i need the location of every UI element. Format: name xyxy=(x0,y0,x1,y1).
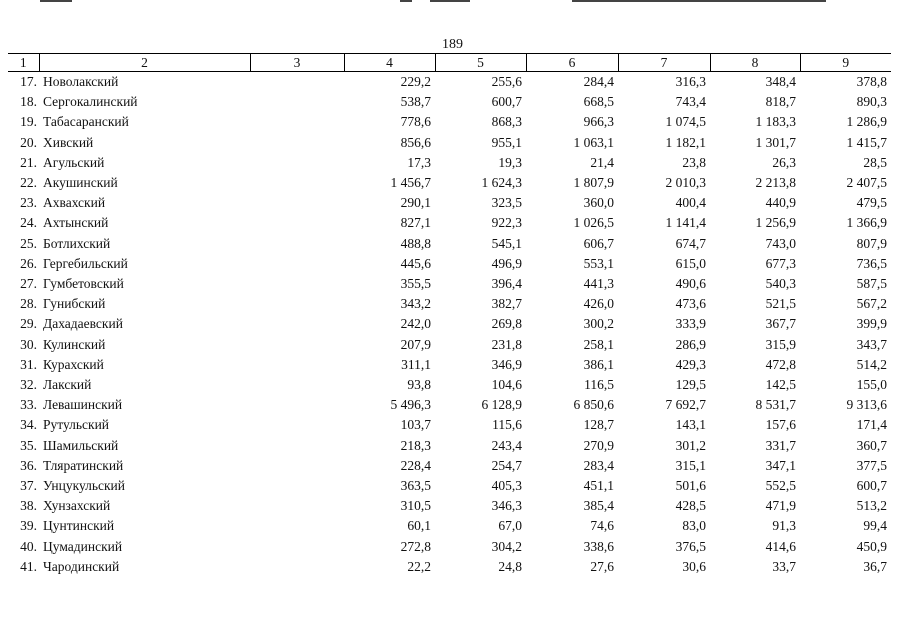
cell-col4: 856,6 xyxy=(400,134,431,150)
cell-col5: 922,3 xyxy=(491,215,522,231)
table-row xyxy=(8,234,891,254)
cell-col8: 414,6 xyxy=(765,538,796,554)
cell-col8: 8 531,7 xyxy=(755,397,796,413)
cell-col6: 441,3 xyxy=(583,276,614,292)
cell-col4: 60,1 xyxy=(407,518,431,534)
cell-col6: 1 026,5 xyxy=(573,215,614,231)
table-row xyxy=(8,254,891,274)
cell-col6: 966,3 xyxy=(583,114,614,130)
cell-col8: 26,3 xyxy=(772,154,796,170)
district-name: Лакский xyxy=(43,377,92,393)
scan-artifact-line xyxy=(430,0,470,2)
cell-col3 xyxy=(250,456,344,476)
row-number: 21. xyxy=(20,154,37,170)
cell-col9: 450,9 xyxy=(856,538,887,554)
cell-col7: 400,4 xyxy=(675,195,706,211)
cell-col7: 129,5 xyxy=(675,377,706,393)
cell-col6: 426,0 xyxy=(583,296,614,312)
district-name: Сергокалинский xyxy=(43,94,138,110)
cell-col8: 440,9 xyxy=(765,195,796,211)
row-number: 17. xyxy=(20,74,37,89)
cell-col5: 955,1 xyxy=(491,134,522,150)
cell-col3 xyxy=(250,234,344,254)
cell-col9: 2 407,5 xyxy=(846,175,887,191)
district-name: Хунзахский xyxy=(43,498,111,514)
cell-col5: 382,7 xyxy=(491,296,522,312)
cell-col4: 343,2 xyxy=(400,296,431,312)
row-number: 18. xyxy=(20,94,37,110)
cell-col4: 311,1 xyxy=(401,356,431,372)
cell-col8: 142,5 xyxy=(765,377,796,393)
cell-col8: 1 183,3 xyxy=(755,114,796,130)
cell-col4: 538,7 xyxy=(400,94,431,110)
row-number: 23. xyxy=(20,195,37,211)
cell-col7: 333,9 xyxy=(675,316,706,332)
cell-col5: 255,6 xyxy=(491,74,522,89)
cell-col9: 890,3 xyxy=(856,94,887,110)
cell-col3 xyxy=(250,415,344,435)
table-row xyxy=(8,92,891,112)
row-number: 39. xyxy=(20,518,37,534)
cell-col4: 445,6 xyxy=(400,255,431,271)
row-number: 28. xyxy=(20,296,37,312)
cell-col3 xyxy=(250,92,344,112)
cell-col8: 2 213,8 xyxy=(755,175,796,191)
table-row xyxy=(8,355,891,375)
cell-col6: 6 850,6 xyxy=(573,397,614,413)
cell-col4: 22,2 xyxy=(407,558,431,574)
column-header: 6 xyxy=(526,54,618,72)
cell-col5: 115,6 xyxy=(492,417,522,433)
cell-col7: 1 182,1 xyxy=(665,134,706,150)
row-number: 33. xyxy=(20,397,37,413)
cell-col5: 1 624,3 xyxy=(481,175,522,191)
column-header: 1 xyxy=(8,54,39,72)
district-name: Кулинский xyxy=(43,336,106,352)
cell-col9: 736,5 xyxy=(856,255,887,271)
district-name: Цумадинский xyxy=(43,538,123,554)
cell-col6: 668,5 xyxy=(583,94,614,110)
cell-col5: 545,1 xyxy=(491,235,522,251)
cell-col7: 473,6 xyxy=(675,296,706,312)
cell-col7: 429,3 xyxy=(675,356,706,372)
cell-col6: 360,0 xyxy=(583,195,614,211)
cell-col4: 93,8 xyxy=(407,377,431,393)
cell-col9: 587,5 xyxy=(856,276,887,292)
column-header: 9 xyxy=(800,54,891,72)
cell-col3 xyxy=(250,395,344,415)
cell-col3 xyxy=(250,436,344,456)
cell-col5: 6 128,9 xyxy=(481,397,522,413)
table-row xyxy=(8,193,891,213)
table-row xyxy=(8,496,891,516)
table-row xyxy=(8,375,891,395)
cell-col4: 17,3 xyxy=(407,154,431,170)
cell-col8: 331,7 xyxy=(765,437,796,453)
row-number: 24. xyxy=(20,215,37,231)
district-name: Новолакский xyxy=(43,74,119,89)
cell-col9: 1 415,7 xyxy=(846,134,887,150)
table-row xyxy=(8,213,891,233)
cell-col3 xyxy=(250,537,344,557)
row-number: 26. xyxy=(20,255,37,271)
row-number: 41. xyxy=(20,558,37,574)
cell-col3 xyxy=(250,516,344,536)
cell-col7: 2 010,3 xyxy=(665,175,706,191)
cell-col3 xyxy=(250,213,344,233)
cell-col7: 315,1 xyxy=(675,457,706,473)
district-name: Гумбетовский xyxy=(43,276,124,292)
cell-col9: 171,4 xyxy=(856,417,887,433)
cell-col3 xyxy=(250,496,344,516)
cell-col5: 67,0 xyxy=(498,518,522,534)
cell-col9: 99,4 xyxy=(863,518,887,534)
cell-col9: 28,5 xyxy=(863,154,887,170)
cell-col3 xyxy=(250,72,344,93)
cell-col8: 1 301,7 xyxy=(755,134,796,150)
cell-col8: 348,4 xyxy=(765,74,796,89)
table-row xyxy=(8,415,891,435)
cell-col3 xyxy=(250,476,344,496)
cell-col8: 743,0 xyxy=(765,235,796,251)
cell-col8: 1 256,9 xyxy=(755,215,796,231)
cell-col8: 91,3 xyxy=(772,518,796,534)
cell-col6: 385,4 xyxy=(583,498,614,514)
column-header: 7 xyxy=(618,54,710,72)
cell-col7: 428,5 xyxy=(675,498,706,514)
cell-col9: 513,2 xyxy=(856,498,887,514)
cell-col7: 1 141,4 xyxy=(665,215,706,231)
cell-col7: 501,6 xyxy=(675,478,706,494)
cell-col8: 677,3 xyxy=(765,255,796,271)
cell-col3 xyxy=(250,274,344,294)
cell-col7: 743,4 xyxy=(675,94,706,110)
cell-col6: 284,4 xyxy=(583,74,614,89)
cell-col6: 128,7 xyxy=(583,417,614,433)
column-header: 3 xyxy=(250,54,344,72)
cell-col8: 367,7 xyxy=(765,316,796,332)
cell-col6: 451,1 xyxy=(583,478,614,494)
cell-col7: 376,5 xyxy=(675,538,706,554)
cell-col6: 283,4 xyxy=(583,457,614,473)
district-name: Гунибский xyxy=(43,296,106,312)
row-number: 25. xyxy=(20,235,37,251)
cell-col5: 868,3 xyxy=(491,114,522,130)
table-row xyxy=(8,557,891,577)
cell-col8: 540,3 xyxy=(765,276,796,292)
cell-col4: 290,1 xyxy=(400,195,431,211)
district-name: Хивский xyxy=(43,134,94,150)
district-name: Ахтынский xyxy=(43,215,109,231)
row-number: 40. xyxy=(20,538,37,554)
cell-col3 xyxy=(250,193,344,213)
cell-col5: 405,3 xyxy=(491,478,522,494)
cell-col3 xyxy=(250,355,344,375)
cell-col4: 355,5 xyxy=(400,276,431,292)
cell-col4: 1 456,7 xyxy=(390,175,431,191)
column-header: 4 xyxy=(344,54,435,72)
cell-col8: 471,9 xyxy=(765,498,796,514)
district-name: Акушинский xyxy=(43,175,118,191)
district-name: Унцукульский xyxy=(43,478,125,494)
cell-col5: 496,9 xyxy=(491,255,522,271)
cell-col6: 74,6 xyxy=(590,518,614,534)
cell-col4: 229,2 xyxy=(400,74,431,89)
cell-col6: 116,5 xyxy=(584,377,614,393)
data-table xyxy=(8,53,891,577)
cell-col9: 343,7 xyxy=(856,336,887,352)
cell-col3 xyxy=(250,294,344,314)
district-name: Ахвахский xyxy=(43,195,106,211)
cell-col4: 228,4 xyxy=(400,457,431,473)
row-number: 30. xyxy=(20,336,37,352)
table-row xyxy=(8,112,891,132)
table-row xyxy=(8,314,891,334)
cell-col5: 104,6 xyxy=(491,377,522,393)
scan-artifact-line xyxy=(400,0,412,2)
cell-col6: 1 807,9 xyxy=(573,175,614,191)
cell-col8: 33,7 xyxy=(772,558,796,574)
cell-col5: 346,3 xyxy=(491,498,522,514)
table-row xyxy=(8,274,891,294)
district-name: Тляратинский xyxy=(43,457,124,473)
cell-col7: 7 692,7 xyxy=(665,397,706,413)
table-row xyxy=(8,516,891,536)
table-row xyxy=(8,133,891,153)
cell-col3 xyxy=(250,557,344,577)
cell-col6: 21,4 xyxy=(590,154,614,170)
cell-col8: 157,6 xyxy=(765,417,796,433)
row-number: 20. xyxy=(20,134,37,150)
cell-col6: 270,9 xyxy=(583,437,614,453)
scan-artifact-line xyxy=(40,0,72,2)
cell-col8: 818,7 xyxy=(765,94,796,110)
cell-col8: 552,5 xyxy=(765,478,796,494)
table-row xyxy=(8,436,891,456)
cell-col9: 378,8 xyxy=(856,74,887,89)
cell-col8: 347,1 xyxy=(765,457,796,473)
cell-col6: 1 063,1 xyxy=(573,134,614,150)
table-row xyxy=(8,395,891,415)
row-number: 36. xyxy=(20,457,37,473)
cell-col9: 1 286,9 xyxy=(846,114,887,130)
row-number: 38. xyxy=(20,498,37,514)
cell-col7: 490,6 xyxy=(675,276,706,292)
table-header xyxy=(8,54,891,72)
cell-col8: 521,5 xyxy=(765,296,796,312)
table-row xyxy=(8,173,891,193)
cell-col4: 827,1 xyxy=(400,215,431,231)
cell-col4: 778,6 xyxy=(400,114,431,130)
district-name: Гергебильский xyxy=(43,255,128,271)
table-row xyxy=(8,456,891,476)
cell-col7: 316,3 xyxy=(675,74,706,89)
row-number: 31. xyxy=(20,356,37,372)
cell-col9: 600,7 xyxy=(856,478,887,494)
cell-col8: 472,8 xyxy=(765,356,796,372)
cell-col5: 231,8 xyxy=(491,336,522,352)
district-name: Левашинский xyxy=(43,397,123,413)
column-header: 5 xyxy=(435,54,526,72)
cell-col9: 399,9 xyxy=(856,316,887,332)
cell-col6: 386,1 xyxy=(583,356,614,372)
scan-artifact-line xyxy=(572,0,826,2)
cell-col6: 300,2 xyxy=(583,316,614,332)
cell-col4: 103,7 xyxy=(400,417,431,433)
cell-col3 xyxy=(250,254,344,274)
cell-col7: 30,6 xyxy=(682,558,706,574)
cell-col6: 606,7 xyxy=(583,235,614,251)
cell-col4: 218,3 xyxy=(400,437,431,453)
cell-col7: 1 074,5 xyxy=(665,114,706,130)
district-name: Табасаранский xyxy=(43,114,129,130)
cell-col3 xyxy=(250,133,344,153)
row-number: 29. xyxy=(20,316,37,332)
cell-col9: 1 366,9 xyxy=(846,215,887,231)
table-row xyxy=(8,476,891,496)
cell-col9: 36,7 xyxy=(863,558,887,574)
cell-col3 xyxy=(250,112,344,132)
cell-col5: 396,4 xyxy=(491,276,522,292)
cell-col4: 363,5 xyxy=(400,478,431,494)
cell-col3 xyxy=(250,153,344,173)
cell-col9: 479,5 xyxy=(856,195,887,211)
cell-col4: 488,8 xyxy=(400,235,431,251)
table-row xyxy=(8,335,891,355)
district-name: Чародинский xyxy=(43,558,120,574)
cell-col4: 272,8 xyxy=(400,538,431,554)
row-number: 34. xyxy=(20,417,37,433)
table-row xyxy=(8,153,891,173)
cell-col7: 83,0 xyxy=(682,518,706,534)
page-number: 189 xyxy=(442,37,463,52)
row-number: 32. xyxy=(20,377,37,393)
district-name: Дахадаевский xyxy=(43,316,123,332)
cell-col3 xyxy=(250,173,344,193)
table-row xyxy=(8,294,891,314)
cell-col9: 360,7 xyxy=(856,437,887,453)
district-name: Ботлихский xyxy=(43,235,111,251)
cell-col9: 155,0 xyxy=(856,377,887,393)
table-body xyxy=(8,72,891,578)
cell-col7: 143,1 xyxy=(675,417,706,433)
district-name: Шамильский xyxy=(43,437,119,453)
cell-col6: 258,1 xyxy=(583,336,614,352)
row-number: 19. xyxy=(20,114,37,130)
cell-col6: 27,6 xyxy=(590,558,614,574)
table-row xyxy=(8,537,891,557)
cell-col5: 323,5 xyxy=(491,195,522,211)
cell-col3 xyxy=(250,335,344,355)
cell-col9: 514,2 xyxy=(856,356,887,372)
cell-col5: 254,7 xyxy=(491,457,522,473)
cell-col9: 377,5 xyxy=(856,457,887,473)
column-header: 8 xyxy=(710,54,800,72)
cell-col3 xyxy=(250,375,344,395)
row-number: 27. xyxy=(20,276,37,292)
district-name: Цунтинский xyxy=(43,518,115,534)
cell-col5: 346,9 xyxy=(491,356,522,372)
cell-col6: 553,1 xyxy=(583,255,614,271)
cell-col7: 23,8 xyxy=(682,154,706,170)
cell-col4: 207,9 xyxy=(400,336,431,352)
cell-col8: 315,9 xyxy=(765,336,796,352)
cell-col5: 19,3 xyxy=(498,154,522,170)
cell-col5: 304,2 xyxy=(491,538,522,554)
district-name: Агульский xyxy=(43,154,105,170)
cell-col4: 310,5 xyxy=(400,498,431,514)
cell-col5: 269,8 xyxy=(491,316,522,332)
cell-col9: 807,9 xyxy=(856,235,887,251)
cell-col9: 567,2 xyxy=(856,296,887,312)
cell-col7: 286,9 xyxy=(675,336,706,352)
district-name: Рутульский xyxy=(43,417,110,433)
table-row xyxy=(8,72,891,93)
cell-col3 xyxy=(250,314,344,334)
row-number: 22. xyxy=(20,175,37,191)
cell-col6: 338,6 xyxy=(583,538,614,554)
district-name: Курахский xyxy=(43,356,104,372)
cell-col7: 615,0 xyxy=(675,255,706,271)
cell-col9: 9 313,6 xyxy=(846,397,887,413)
header-row xyxy=(8,54,891,72)
cell-col7: 301,2 xyxy=(675,437,706,453)
cell-col5: 600,7 xyxy=(491,94,522,110)
cell-col4: 5 496,3 xyxy=(390,397,431,413)
cell-col5: 24,8 xyxy=(498,558,522,574)
row-number: 37. xyxy=(20,478,37,494)
column-header: 2 xyxy=(39,54,250,72)
cell-col7: 674,7 xyxy=(675,235,706,251)
row-number: 35. xyxy=(20,437,37,453)
cell-col4: 242,0 xyxy=(400,316,431,332)
cell-col5: 243,4 xyxy=(491,437,522,453)
